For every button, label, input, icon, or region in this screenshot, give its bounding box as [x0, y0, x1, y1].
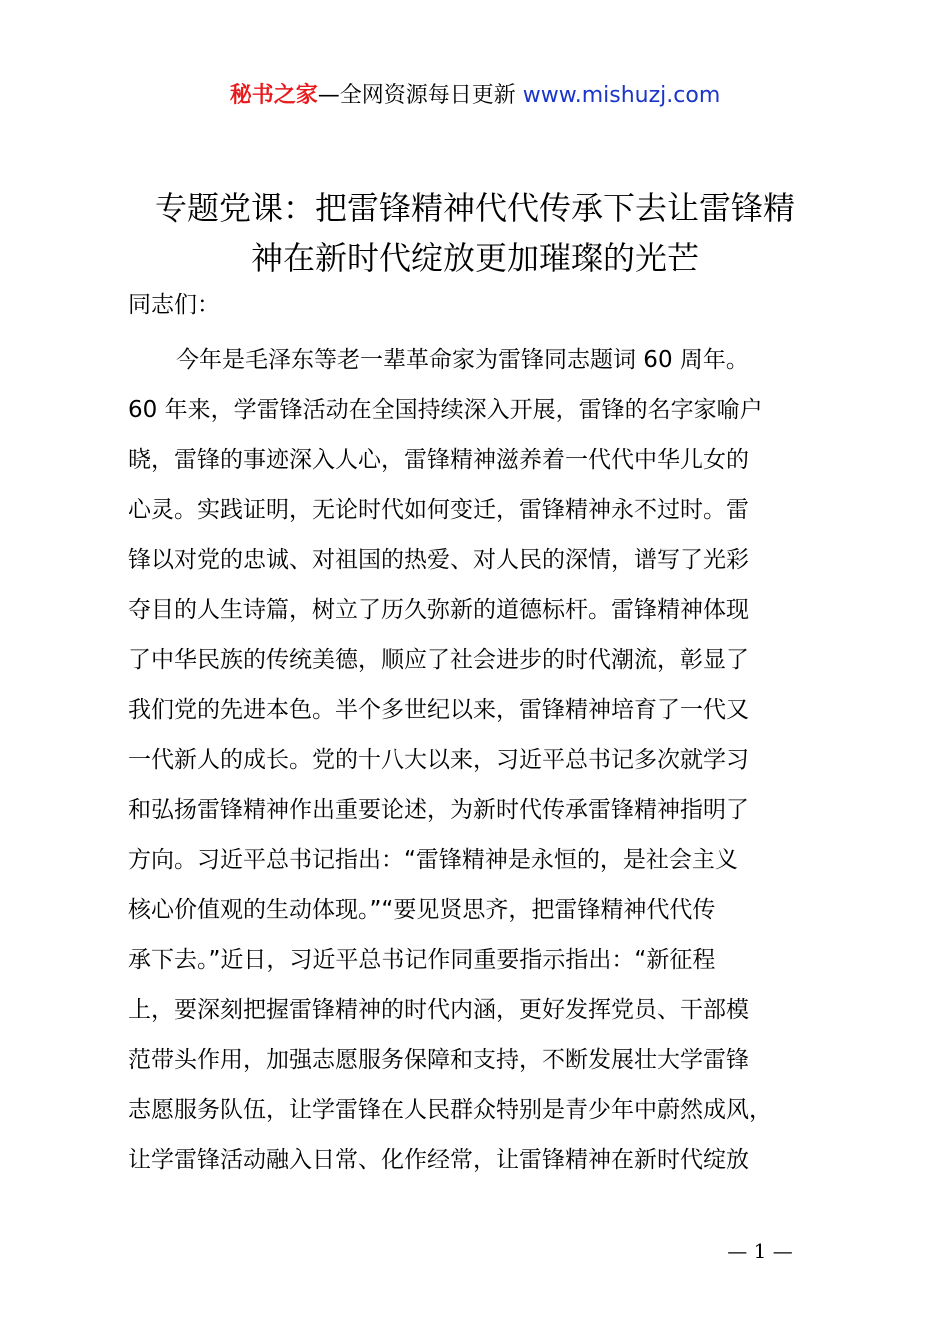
body-line: 志愿服务队伍，让学雷锋在人民群众特别是青少年中蔚然成风，: [128, 1097, 772, 1123]
body-line: 核心价值观的生动体现。”“要见贤思齐，把雷锋精神代代传: [128, 897, 716, 923]
site-header: [0, 80, 950, 112]
body-line: 心灵。实践证明，无论时代如何变迁，雷锋精神永不过时。雷: [128, 497, 749, 523]
body-line: 夺目的人生诗篇，树立了历久弥新的道德标杆。雷锋精神体现: [128, 597, 749, 623]
body-line: 60 年来，学雷锋活动在全国持续深入开展，雷锋的名字家喻户: [128, 397, 763, 423]
body-line: 了中华民族的传统美德，顺应了社会进步的时代潮流，彰显了: [128, 647, 749, 673]
body-line: 晓，雷锋的事迹深入人心，雷锋精神滋养着一代代中华儿女的: [128, 447, 749, 473]
body-line: 一代新人的成长。党的十八大以来，习近平总书记多次就学习: [128, 747, 749, 773]
body-line: 让学雷锋活动融入日常、化作经常，让雷锋精神在新时代绽放: [128, 1147, 749, 1173]
document-title: [100, 183, 850, 283]
body-line: 和弘扬雷锋精神作出重要论述，为新时代传承雷锋精神指明了: [128, 797, 749, 823]
body-line: 锋以对党的忠诚、对祖国的热爱、对人民的深情，谱写了光彩: [128, 547, 749, 573]
body-line: 今年是毛泽东等老一辈革命家为雷锋同志题词 60 周年。: [176, 347, 749, 373]
document-title-line-2: 神在新时代绽放更加璀璨的光芒: [250, 239, 699, 277]
site-url-link[interactable]: www.mishuzj.com: [522, 83, 721, 108]
body-line: 承下去。”近日，习近平总书记作同重要指示指出：“新征程: [128, 947, 716, 973]
greeting: 同志们：: [128, 292, 220, 318]
site-tagline: —全网资源每日更新: [317, 83, 523, 108]
site-brand: 秘书之家: [229, 83, 318, 108]
body-line: 上，要深刻把握雷锋精神的时代内涵，更好发挥党员、干部模: [128, 997, 749, 1023]
body-line: 范带头作用，加强志愿服务保障和支持，不断发展壮大学雷锋: [128, 1047, 749, 1073]
body-line: 我们党的先进本色。半个多世纪以来，雷锋精神培育了一代又: [128, 697, 749, 723]
page-number: — 1 —: [727, 1239, 793, 1263]
body-paragraph: [128, 335, 838, 1185]
body-line: 方向。习近平总书记指出：“雷锋精神是永恒的，是社会主义: [128, 847, 738, 873]
document-title-line-1: 专题党课：把雷锋精神代代传承下去让雷锋精: [154, 189, 795, 227]
